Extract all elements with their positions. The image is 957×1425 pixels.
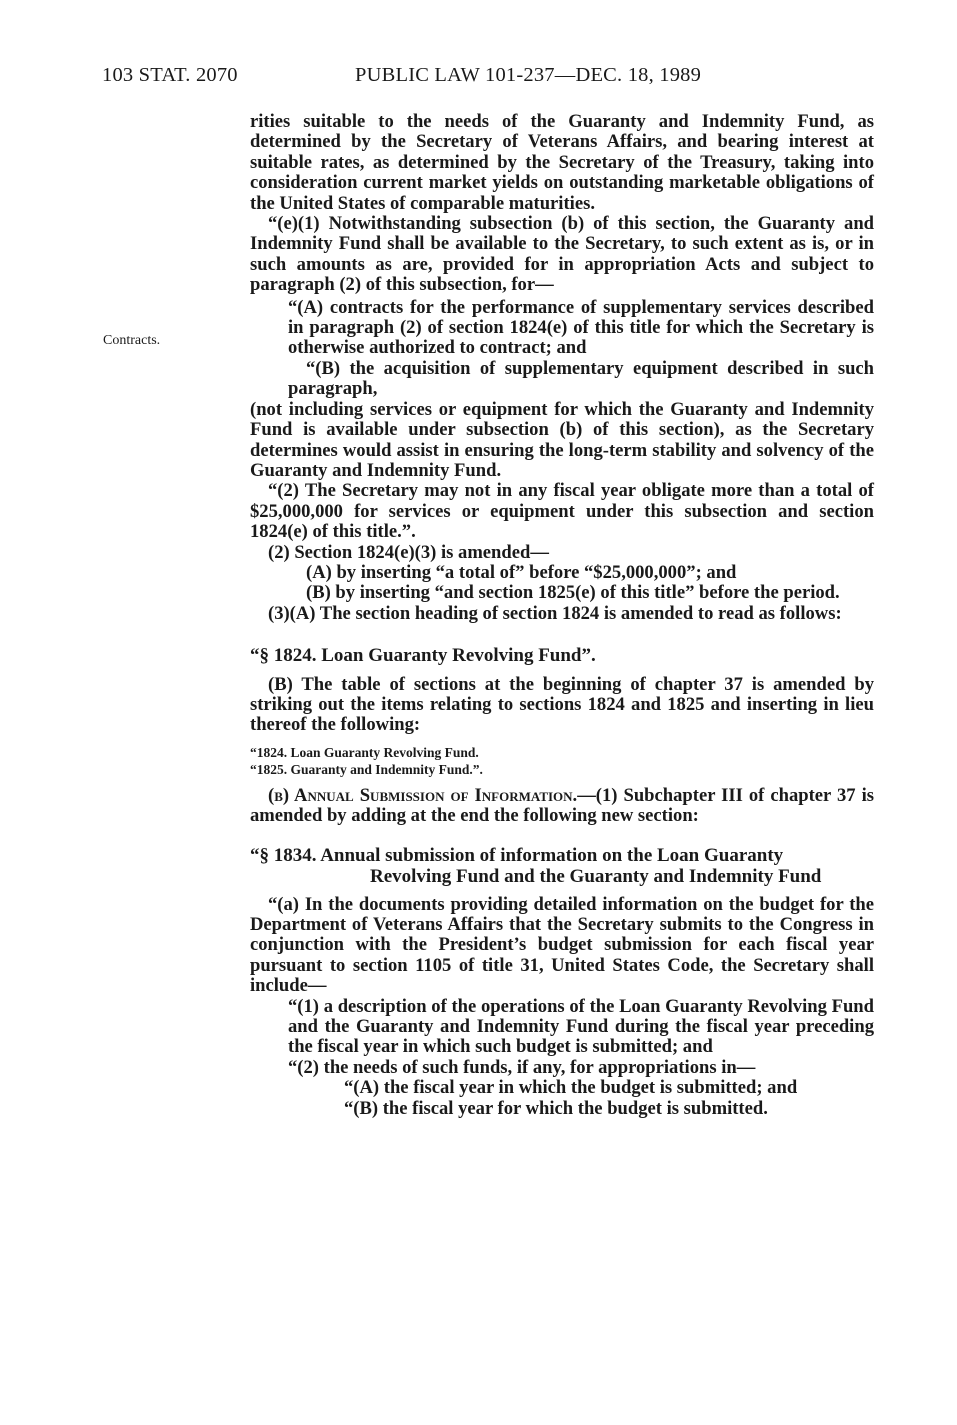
- subsection-text: —(1) Subchapter III of chapter 37 is amended by adding at the end the following new section:: [250, 784, 874, 827]
- paragraph: (B) The table of sections at the beginning of chapter 37 is amended by striking out the items relating to sections 1824 and 1825 and inserting in lieu thereof the following:: [250, 673, 874, 736]
- stat-citation: 103 STAT. 2070: [102, 64, 238, 86]
- toc-item: “1825. Guaranty and Indemnity Fund.”.: [250, 761, 483, 777]
- paragraph: rities suitable to the needs of the Guaranty and Indemnity Fund, as determined by the Secretary of Veterans Affairs, and bearing interest at suitable rates, as determined by the Secretary of the Treasury, taking into consideration current market yields on outstanding marketable obligations of the United States of comparable maturities.: [250, 111, 874, 214]
- section-heading-1824: “§ 1824. Loan Guaranty Revolving Fund”.: [250, 645, 596, 667]
- paragraph-subitem: “(A) the fiscal year in which the budget is submitted; and: [344, 1077, 798, 1099]
- paragraph: “(a) In the documents providing detailed information on the budget for the Department of Veterans Affairs that the Secretary submits to the Congress in conjunction with the President’s budget submission for each fiscal year pursuant to section 1105 of title 31, United States Code, the Secretary shall include—: [250, 893, 874, 997]
- document-body: [250, 112, 874, 1119]
- margin-note: Contracts.: [103, 333, 161, 348]
- paragraph: “(2) The Secretary may not in any fiscal year obligate more than a total of $25,000,000 for services or equipment under this subsection and section 1824(e) of this title.”.: [250, 480, 874, 543]
- subsection-heading: (b) Annual Submission of Information.: [268, 784, 578, 806]
- paragraph-subitem: (A) by inserting “a total of” before “$25,000,000”; and: [306, 561, 737, 583]
- section-heading-line: Revolving Fund and the Guaranty and Indemnity Fund: [370, 865, 822, 887]
- public-law-citation: PUBLIC LAW 101-237—DEC. 18, 1989: [355, 64, 702, 86]
- section-heading-line: “§ 1834. Annual submission of information on the Loan Guaranty: [250, 844, 784, 866]
- paragraph-subitem: “(B) the acquisition of supplementary equipment described in such paragraph,: [288, 357, 874, 400]
- paragraph-subitem: “(A) contracts for the performance of supplementary services described in paragraph (2) of section 1824(e) of this title for which the Secretary is otherwise authorized to contract; and: [288, 296, 874, 359]
- paragraph: (2) Section 1824(e)(3) is amended—: [268, 541, 549, 563]
- paragraph: (3)(A) The section heading of section 1824 is amended to read as follows:: [268, 602, 842, 624]
- paragraph: “(e)(1) Notwithstanding subsection (b) of this section, the Guaranty and Indemnity Fund shall be available to the Secretary, to such extent as is, or in such amounts as are, provided for in appropriation Acts and subject to paragraph (2) of this subsection, for—: [250, 213, 874, 296]
- table-of-sections: [250, 744, 874, 778]
- running-head: [102, 64, 862, 90]
- paragraph-subitem: (B) by inserting “and section 1825(e) of this title” before the period.: [306, 582, 840, 604]
- paragraph-subitem: “(B) the fiscal year for which the budget is submitted.: [344, 1097, 768, 1119]
- paragraph: (not including services or equipment for which the Guaranty and Indemnity Fund is available under subsection (b) of this section), as the Secretary determines would assist in ensuring the long-term stability and solvency of the Guaranty and Indemnity Fund.: [250, 398, 874, 481]
- paragraph-subitem: “(2) the needs of such funds, if any, for appropriations in—: [288, 1056, 756, 1078]
- paragraph: [250, 786, 874, 827]
- section-heading-1834: [250, 845, 874, 887]
- toc-item: “1824. Loan Guaranty Revolving Fund.: [250, 744, 479, 760]
- paragraph-subitem: “(1) a description of the operations of the Loan Guaranty Revolving Fund and the Guaranty and Indemnity Fund during the fiscal year preceding the fiscal year in which such budget is submitted; and: [288, 995, 874, 1058]
